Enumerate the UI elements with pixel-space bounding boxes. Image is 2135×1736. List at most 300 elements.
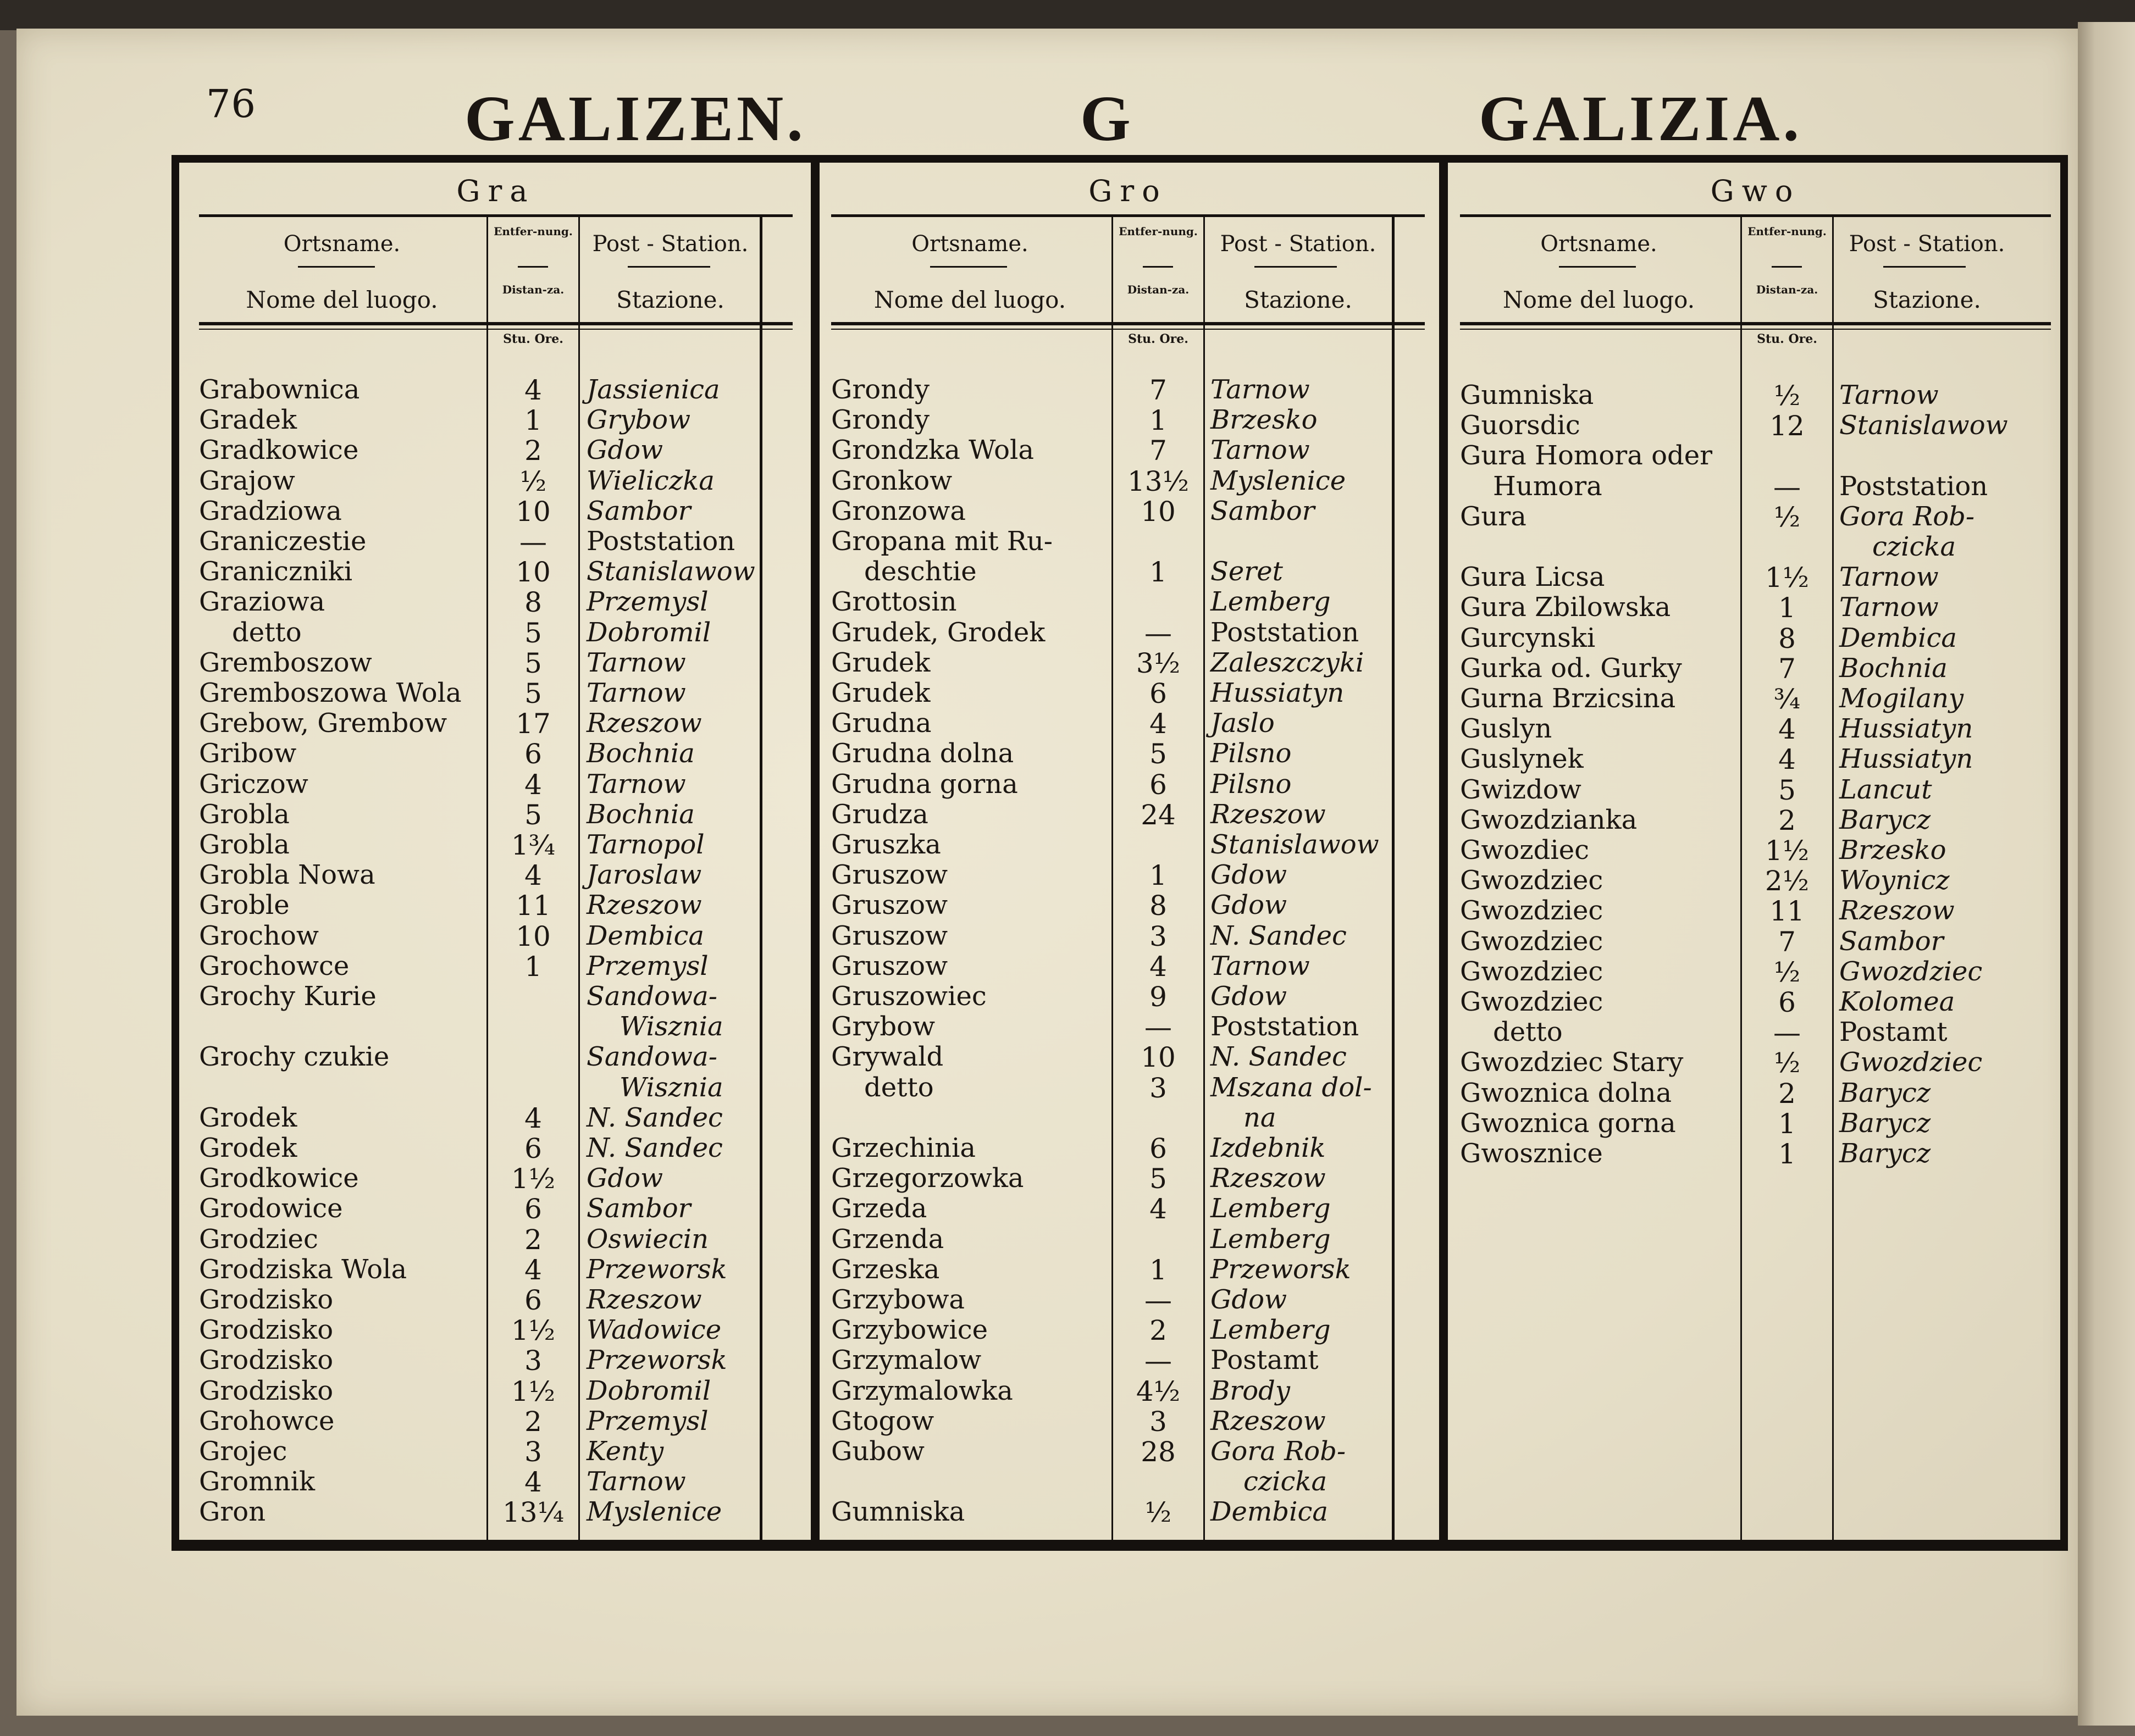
table-row bbox=[188, 1315, 804, 1345]
post-station: Brzesko bbox=[1210, 404, 1318, 436]
post-station: Kenty bbox=[587, 1436, 664, 1467]
distance-value: ½ bbox=[1144, 1496, 1172, 1529]
distance-value: 2 bbox=[524, 1405, 542, 1438]
header-italian: GALIZIA. bbox=[1479, 82, 1802, 154]
post-station: Hussiatyn bbox=[1839, 713, 1973, 745]
distance-value: ¾ bbox=[1773, 683, 1801, 715]
post-station: Gdow bbox=[1210, 981, 1287, 1012]
table-row bbox=[820, 981, 1436, 1012]
distance-value: 8 bbox=[1778, 622, 1796, 655]
table-row bbox=[820, 678, 1436, 708]
distance-value: 11 bbox=[1769, 895, 1805, 928]
distance-value: 5 bbox=[524, 647, 542, 679]
post-station: Poststation bbox=[587, 526, 735, 557]
post-station: Tarnow bbox=[587, 768, 686, 800]
post-station: Rzeszow bbox=[1210, 798, 1326, 830]
table-row bbox=[188, 1163, 804, 1194]
place-name: Gradkowice bbox=[199, 435, 359, 466]
distance-value: — bbox=[1773, 1017, 1801, 1049]
rule bbox=[1883, 266, 1966, 268]
table-row bbox=[188, 374, 804, 405]
distance-value: 10 bbox=[516, 920, 551, 952]
distance-value: 24 bbox=[1141, 798, 1176, 831]
table-row bbox=[188, 708, 804, 739]
table-row bbox=[188, 556, 804, 587]
rule bbox=[1460, 322, 2051, 325]
post-station: Mogilany bbox=[1839, 683, 1964, 714]
post-station: czicka bbox=[1243, 1466, 1328, 1497]
place-name: Grudna gorna bbox=[831, 768, 1018, 800]
table-row bbox=[188, 1436, 804, 1467]
place-name: Gremboszow bbox=[199, 647, 372, 678]
table-row bbox=[1449, 653, 2062, 684]
table-row bbox=[188, 981, 804, 1012]
post-station: Poststation bbox=[1210, 1011, 1359, 1042]
header-dist-it: Distan-za. bbox=[502, 283, 565, 296]
table-row bbox=[188, 1496, 804, 1527]
table-row bbox=[820, 1466, 1436, 1497]
post-station: Myslenice bbox=[1210, 465, 1346, 496]
distance-value: 1½ bbox=[511, 1315, 556, 1347]
table-row bbox=[1449, 592, 2062, 623]
header-station-it: Stazione. bbox=[616, 286, 724, 313]
table-row bbox=[820, 1406, 1436, 1437]
place-name: Gwozdzianka bbox=[1460, 804, 1638, 835]
post-station: Rzeszow bbox=[587, 890, 702, 921]
table-row bbox=[188, 586, 804, 617]
post-station: Lemberg bbox=[1210, 1223, 1331, 1255]
table-row bbox=[820, 1133, 1436, 1163]
place-name: Gumniska bbox=[831, 1496, 965, 1528]
post-station: Barycz bbox=[1839, 804, 1931, 835]
place-name: Grajow bbox=[199, 465, 295, 496]
distance-value: 1 bbox=[1778, 1138, 1796, 1170]
post-station: Gora Rob- bbox=[1210, 1436, 1346, 1467]
distance-value: 28 bbox=[1141, 1436, 1176, 1468]
table-row bbox=[820, 1011, 1436, 1042]
block-letters: Gra bbox=[456, 174, 535, 208]
place-name: Gurka od. Gurky bbox=[1460, 652, 1682, 684]
post-station: Rzeszow bbox=[587, 1284, 702, 1315]
distance-value: 4 bbox=[524, 1102, 542, 1134]
distance-value: 5 bbox=[524, 678, 542, 709]
distance-value: 4½ bbox=[1136, 1375, 1181, 1407]
distance-value: — bbox=[519, 526, 547, 558]
distance-value: 4 bbox=[524, 859, 542, 892]
distance-value: 3 bbox=[1149, 1405, 1167, 1438]
table-row bbox=[820, 1072, 1436, 1103]
table-row bbox=[820, 435, 1436, 465]
table-row bbox=[820, 799, 1436, 830]
post-station: Gdow bbox=[1210, 890, 1287, 921]
post-station: Tarnow bbox=[1839, 592, 1939, 623]
place-name: Grodzisko bbox=[199, 1375, 334, 1406]
column-separator bbox=[811, 155, 820, 1551]
table-row bbox=[188, 1011, 804, 1042]
post-station: Gdow bbox=[587, 435, 663, 466]
table-row bbox=[188, 1376, 804, 1406]
distance-value: 4 bbox=[524, 1254, 542, 1286]
place-name: Grzechinia bbox=[831, 1133, 976, 1163]
place-name: detto bbox=[864, 1072, 934, 1103]
header-dist-de: Entfer-nung. bbox=[1747, 225, 1827, 238]
distance-value: 11 bbox=[516, 890, 551, 922]
table-row bbox=[188, 951, 804, 981]
place-name: Grudek bbox=[831, 647, 931, 678]
distance-value: ½ bbox=[519, 465, 547, 497]
post-station: Zaleszczyki bbox=[1210, 647, 1364, 678]
post-station: Tarnow bbox=[1210, 950, 1310, 981]
place-name: Grobla bbox=[199, 798, 290, 830]
header-german: GALIZEN. bbox=[464, 82, 806, 154]
distance-value: 1½ bbox=[1765, 835, 1810, 867]
table-row bbox=[188, 738, 804, 769]
distance-value: 7 bbox=[1149, 374, 1167, 406]
place-name: Gribow bbox=[199, 738, 297, 769]
place-name: deschtie bbox=[864, 556, 977, 587]
header-station-it: Stazione. bbox=[1873, 286, 1981, 313]
post-station: Rzeszow bbox=[1839, 895, 1955, 927]
rule bbox=[1559, 266, 1636, 268]
place-name: Gubow bbox=[831, 1436, 925, 1467]
post-station: Rzeszow bbox=[1210, 1405, 1326, 1437]
table-row bbox=[820, 496, 1436, 526]
rule bbox=[199, 214, 793, 217]
post-station: Tarnopol bbox=[587, 829, 705, 860]
table-row bbox=[820, 617, 1436, 648]
post-station: Dembica bbox=[587, 920, 704, 951]
place-name: Grodzisko bbox=[199, 1345, 334, 1376]
block-gwo bbox=[1449, 163, 2062, 1542]
scan-top-edge bbox=[0, 0, 2135, 30]
table-row bbox=[820, 465, 1436, 496]
place-name: detto bbox=[1493, 1017, 1563, 1048]
distance-value: 8 bbox=[524, 586, 542, 619]
place-name: detto bbox=[232, 617, 302, 648]
place-name: Gremboszowa Wola bbox=[199, 678, 462, 708]
rule bbox=[199, 322, 793, 325]
post-station: Pilsno bbox=[1210, 738, 1292, 769]
table-row bbox=[1449, 440, 2062, 471]
post-station: Bochnia bbox=[1839, 652, 1948, 684]
header-dist-it: Distan-za. bbox=[1756, 283, 1818, 296]
place-name: Griczow bbox=[199, 768, 308, 800]
post-station: Lemberg bbox=[1210, 1193, 1331, 1224]
place-name: Gradziowa bbox=[199, 495, 342, 526]
table-row bbox=[1449, 744, 2062, 774]
post-station: Stanislawow bbox=[1839, 410, 2008, 441]
post-station: Lemberg bbox=[1210, 586, 1331, 618]
distance-value: — bbox=[1144, 1011, 1172, 1044]
place-name: Grzeska bbox=[831, 1254, 940, 1285]
place-name: Gwozdziec bbox=[1460, 956, 1603, 987]
place-name: Grondy bbox=[831, 404, 930, 436]
table-row bbox=[1449, 956, 2062, 987]
rule bbox=[831, 214, 1425, 217]
post-station: Brzesko bbox=[1839, 835, 1946, 866]
header-name-de: Ortsname. bbox=[911, 231, 1028, 257]
distance-value: 3½ bbox=[1136, 647, 1181, 679]
header-letter: G bbox=[1080, 82, 1134, 154]
place-name: Gron bbox=[199, 1496, 266, 1528]
distance-value: 2 bbox=[1778, 1077, 1796, 1110]
distance-value: 13¼ bbox=[502, 1496, 565, 1529]
rule bbox=[1254, 266, 1337, 268]
distance-value: — bbox=[1144, 1284, 1172, 1316]
distance-value: 6 bbox=[1778, 986, 1796, 1018]
table-row bbox=[188, 1133, 804, 1163]
post-station: Przeworsk bbox=[587, 1345, 727, 1376]
place-name: Grzymalow bbox=[831, 1345, 982, 1376]
table-row bbox=[1449, 380, 2062, 411]
rule bbox=[1460, 214, 2051, 217]
place-name: Gruszow bbox=[831, 890, 948, 921]
place-name: Graniczestie bbox=[199, 526, 367, 557]
table-row bbox=[188, 859, 804, 890]
post-station: Gora Rob- bbox=[1839, 501, 1975, 532]
header-name-de: Ortsname. bbox=[1540, 231, 1657, 257]
distance-value: 6 bbox=[1149, 768, 1167, 801]
table-row bbox=[188, 1406, 804, 1437]
post-station: Gwozdziec bbox=[1839, 1047, 1983, 1078]
table-row bbox=[1449, 471, 2062, 502]
post-station: N. Sandec bbox=[587, 1102, 723, 1133]
rule bbox=[831, 329, 1425, 330]
place-name: Grudek, Grodek bbox=[831, 617, 1046, 648]
table-row bbox=[820, 769, 1436, 800]
distance-value: 7 bbox=[1149, 435, 1167, 467]
distance-value: 5 bbox=[1149, 738, 1167, 770]
post-station: N. Sandec bbox=[587, 1133, 723, 1163]
block-letters: Gro bbox=[1088, 174, 1168, 208]
table-row bbox=[188, 678, 804, 708]
post-station: Gdow bbox=[587, 1163, 663, 1194]
table-row bbox=[820, 526, 1436, 557]
place-name: Grzegorzowka bbox=[831, 1163, 1024, 1194]
table-row bbox=[1449, 562, 2062, 592]
table-row bbox=[188, 829, 804, 860]
distance-value: 1 bbox=[524, 404, 542, 437]
table-row bbox=[820, 647, 1436, 678]
table-row bbox=[1449, 713, 2062, 744]
table-row bbox=[188, 1254, 804, 1285]
post-station: Stanislawow bbox=[1210, 829, 1379, 860]
table-row bbox=[188, 617, 804, 648]
table-row bbox=[188, 496, 804, 526]
post-station: Lemberg bbox=[1210, 1315, 1331, 1346]
place-name: Grzymalowka bbox=[831, 1375, 1013, 1406]
place-name: Gromnik bbox=[199, 1466, 316, 1497]
rule bbox=[518, 266, 548, 268]
distance-value: 2 bbox=[524, 1223, 542, 1256]
post-station: Przemysl bbox=[587, 1405, 709, 1437]
table-row bbox=[820, 890, 1436, 920]
distance-value: 7 bbox=[1778, 925, 1796, 958]
post-station: Sambor bbox=[1210, 495, 1315, 526]
table-row bbox=[820, 1193, 1436, 1224]
table-row bbox=[1449, 895, 2062, 926]
distance-value: 1½ bbox=[1765, 562, 1810, 594]
table-row bbox=[820, 829, 1436, 860]
place-name: Groble bbox=[199, 890, 290, 921]
table-row bbox=[820, 708, 1436, 739]
rule bbox=[1772, 266, 1802, 268]
distance-value: 10 bbox=[516, 495, 551, 528]
distance-value: 6 bbox=[524, 1193, 542, 1225]
post-station: czicka bbox=[1872, 531, 1956, 562]
post-station: N. Sandec bbox=[1210, 1041, 1347, 1073]
post-station: Jassienica bbox=[587, 374, 720, 405]
place-name: Gwozdziec bbox=[1460, 865, 1603, 896]
place-name: Gtogow bbox=[831, 1405, 934, 1437]
distance-value: 4 bbox=[524, 768, 542, 801]
table-row bbox=[188, 769, 804, 800]
distance-value: 3 bbox=[524, 1345, 542, 1377]
place-name: Grobla bbox=[199, 829, 290, 860]
place-name: Gruszow bbox=[831, 859, 948, 891]
table-row bbox=[820, 1496, 1436, 1527]
table-row bbox=[1449, 1047, 2062, 1078]
post-station: Przemysl bbox=[587, 950, 709, 981]
distance-value: 9 bbox=[1149, 981, 1167, 1013]
table-row bbox=[188, 1284, 804, 1315]
distance-value: 1 bbox=[1149, 404, 1167, 437]
rule bbox=[1143, 266, 1173, 268]
distance-value: 10 bbox=[1141, 1041, 1176, 1074]
rule bbox=[831, 322, 1425, 325]
post-station: Przeworsk bbox=[587, 1254, 727, 1285]
distance-value: 1½ bbox=[511, 1375, 556, 1407]
table-row bbox=[820, 1315, 1436, 1345]
post-station: Sambor bbox=[587, 1193, 691, 1224]
place-name: Graniczniki bbox=[199, 556, 353, 587]
place-name: Gwozdziec bbox=[1460, 925, 1603, 957]
header-station-de: Post - Station. bbox=[1220, 231, 1376, 257]
table-row bbox=[1449, 774, 2062, 805]
place-name: Grywald bbox=[831, 1041, 944, 1073]
distance-value: — bbox=[1773, 470, 1801, 503]
distance-value: 1 bbox=[524, 950, 542, 983]
place-name: Grodzisko bbox=[199, 1284, 334, 1315]
distance-value: 4 bbox=[1149, 950, 1167, 983]
place-name: Grochowce bbox=[199, 950, 350, 981]
place-name: Gwoznica dolna bbox=[1460, 1077, 1672, 1108]
place-name: Grzybowice bbox=[831, 1315, 988, 1346]
place-name: Gumniska bbox=[1460, 380, 1594, 411]
place-name: Gronkow bbox=[831, 465, 953, 496]
post-station: Sandowa- bbox=[587, 981, 717, 1012]
post-station: Barycz bbox=[1839, 1107, 1931, 1139]
table-row bbox=[1449, 1108, 2062, 1139]
table-row bbox=[820, 1284, 1436, 1315]
post-station: Lancut bbox=[1839, 774, 1932, 805]
place-name: Gwosznice bbox=[1460, 1138, 1603, 1169]
distance-value: ½ bbox=[1773, 501, 1801, 533]
distance-value: 17 bbox=[516, 708, 551, 740]
post-station: Tarnow bbox=[587, 647, 686, 678]
place-name: Gwozdziec bbox=[1460, 986, 1603, 1017]
distance-value: 10 bbox=[516, 556, 551, 589]
post-station: Dobromil bbox=[587, 617, 711, 648]
post-station: Barycz bbox=[1839, 1077, 1931, 1108]
place-name: Grzeda bbox=[831, 1193, 927, 1224]
distance-value: 3 bbox=[524, 1436, 542, 1468]
table-row bbox=[188, 920, 804, 951]
place-name: Gruszowiec bbox=[831, 981, 987, 1012]
distance-value: 1 bbox=[1149, 556, 1167, 589]
block-gro bbox=[820, 163, 1436, 1542]
place-name: Grudna dolna bbox=[831, 738, 1014, 769]
distance-value: 2½ bbox=[1765, 865, 1810, 897]
place-name: Gruszow bbox=[831, 920, 948, 951]
table-row bbox=[1449, 501, 2062, 532]
distance-value: ½ bbox=[1773, 956, 1801, 988]
table-row bbox=[820, 586, 1436, 617]
table-row bbox=[820, 556, 1436, 587]
table-row bbox=[820, 404, 1436, 435]
place-name: Gwoznica gorna bbox=[1460, 1107, 1676, 1139]
distance-value: 7 bbox=[1778, 652, 1796, 685]
post-station: Przemysl bbox=[587, 586, 709, 618]
table-row bbox=[1449, 1017, 2062, 1047]
post-station: Wisznia bbox=[620, 1072, 723, 1103]
post-station: Barycz bbox=[1839, 1138, 1931, 1169]
table-row bbox=[820, 920, 1436, 951]
place-name: Grodek bbox=[199, 1102, 297, 1133]
place-name: Grabownica bbox=[199, 374, 360, 405]
table-row bbox=[820, 951, 1436, 981]
distance-value: 3 bbox=[1149, 920, 1167, 952]
post-station: na bbox=[1243, 1102, 1276, 1133]
facing-page-edge bbox=[2078, 22, 2135, 1726]
place-name: Gura Zbilowska bbox=[1460, 592, 1671, 623]
post-station: Tarnow bbox=[1839, 562, 1939, 593]
table-row bbox=[1449, 805, 2062, 835]
post-station: Gdow bbox=[1210, 1284, 1287, 1315]
place-name: Grobla Nowa bbox=[199, 859, 375, 891]
table-row bbox=[1449, 623, 2062, 653]
post-station: N. Sandec bbox=[1210, 920, 1347, 951]
post-station: Tarnow bbox=[587, 1466, 686, 1497]
post-station: Rzeszow bbox=[587, 708, 702, 739]
distance-value: 6 bbox=[524, 1284, 542, 1316]
place-name: Grudna bbox=[831, 708, 932, 739]
post-station: Mszana dol- bbox=[1210, 1072, 1372, 1103]
rule bbox=[930, 266, 1007, 268]
post-station: Seret bbox=[1210, 556, 1283, 587]
distance-value: 12 bbox=[1769, 410, 1805, 442]
place-name: Grochow bbox=[199, 920, 319, 951]
table-row bbox=[188, 465, 804, 496]
distance-value: 6 bbox=[524, 738, 542, 770]
header-name-de: Ortsname. bbox=[283, 231, 401, 257]
table-row bbox=[1449, 531, 2062, 562]
table-row bbox=[820, 1254, 1436, 1285]
post-station: Hussiatyn bbox=[1210, 678, 1345, 708]
table-row bbox=[1449, 683, 2062, 714]
table-row bbox=[188, 1345, 804, 1376]
post-station: Dobromil bbox=[587, 1375, 711, 1406]
distance-value: ½ bbox=[1773, 1047, 1801, 1079]
header-name-it: Nome del luogo. bbox=[246, 286, 438, 313]
header-dist-de: Entfer-nung. bbox=[494, 225, 573, 238]
distance-value: 13½ bbox=[1127, 465, 1190, 497]
place-name: Gurna Brzicsina bbox=[1460, 683, 1676, 714]
distance-value: 6 bbox=[524, 1133, 542, 1164]
post-station: Jaroslaw bbox=[587, 859, 702, 891]
place-name: Gwizdow bbox=[1460, 774, 1581, 805]
post-station: Postamt bbox=[1210, 1345, 1319, 1376]
